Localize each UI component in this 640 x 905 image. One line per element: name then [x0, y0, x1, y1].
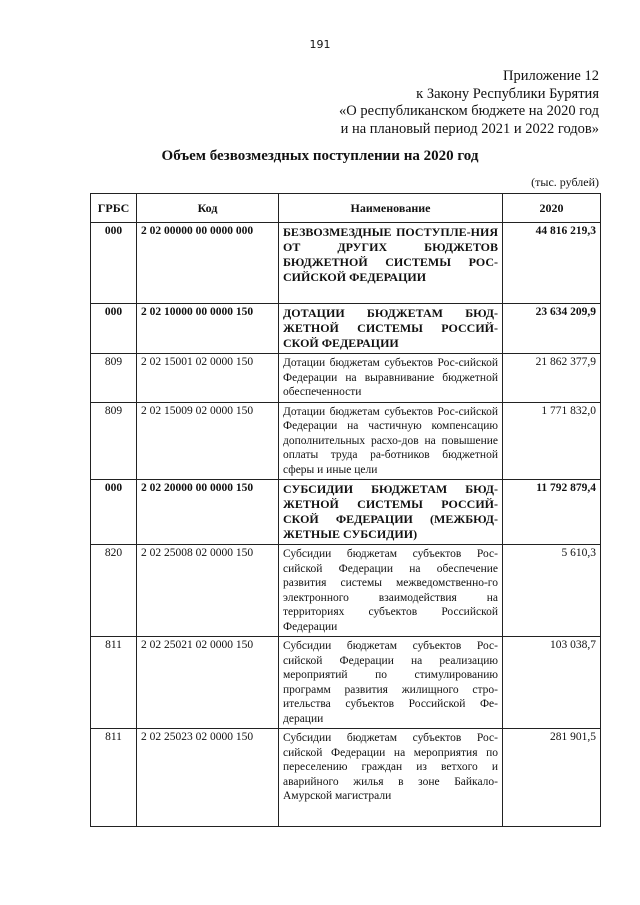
appendix-line: и на плановый период 2021 и 2022 годов» — [340, 120, 599, 137]
appendix-line: «О республиканском бюджете на 2020 год — [339, 103, 599, 119]
cell-code: 2 02 20000 00 0000 150 — [137, 480, 279, 545]
cell-amount: 281 901,5 — [503, 729, 601, 827]
cell-grbs: 820 — [91, 545, 137, 637]
cell-code: 2 02 25021 02 0000 150 — [137, 637, 279, 729]
table-row — [91, 637, 601, 729]
cell-amount: 21 862 377,9 — [503, 354, 601, 403]
units-note: (тыс. рублей) — [531, 175, 599, 189]
cell-grbs: 000 — [91, 223, 137, 304]
document-title: Объем безвозмездных поступлении на 2020 год — [161, 148, 479, 164]
cell-grbs: 000 — [91, 480, 137, 545]
table-row — [91, 545, 601, 637]
cell-grbs: 811 — [91, 637, 137, 729]
cell-grbs: 809 — [91, 354, 137, 403]
cell-name: ДОТАЦИИ БЮДЖЕТАМ БЮД-ЖЕТНОЙ СИСТЕМЫ РОССИЙ-СКОЙ ФЕДЕРАЦИИ — [279, 304, 503, 354]
cell-name: Дотации бюджетам субъектов Рос-сийской Федерации на выравнивание бюджетной обеспеченности — [279, 354, 503, 403]
table-row — [91, 354, 601, 403]
column-header-code: Код — [137, 194, 279, 223]
table-row — [91, 304, 601, 354]
page-number: 191 — [309, 38, 331, 51]
cell-code: 2 02 15009 02 0000 150 — [137, 402, 279, 480]
table-row — [91, 223, 601, 304]
cell-amount: 44 816 219,3 — [503, 223, 601, 304]
cell-name: Субсидии бюджетам субъектов Рос-сийской Федерации на реализацию мероприятий по стимулированию программ развития жилищного стро-ительства субъектов Российской Фе-дерации — [279, 637, 503, 729]
column-header-year: 2020 — [503, 194, 601, 223]
cell-amount: 11 792 879,4 — [503, 480, 601, 545]
cell-name: СУБСИДИИ БЮДЖЕТАМ БЮД-ЖЕТНОЙ СИСТЕМЫ РОССИЙ-СКОЙ ФЕДЕРАЦИИ (МЕЖБЮД-ЖЕТНЫЕ СУБСИДИИ) — [279, 480, 503, 545]
cell-code: 2 02 25008 02 0000 150 — [137, 545, 279, 637]
cell-code: 2 02 00000 00 0000 000 — [137, 223, 279, 304]
table-row — [91, 729, 601, 827]
cell-code: 2 02 25023 02 0000 150 — [137, 729, 279, 827]
table-row — [91, 480, 601, 545]
cell-name: Субсидии бюджетам субъектов Рос-сийской Федерации на обеспечение развития системы межведомственно-го электронного взаимодействия на территориях субъектов Российской Федерации — [279, 545, 503, 637]
table-body — [91, 223, 601, 827]
column-header-grbs: ГРБС — [91, 194, 137, 223]
cell-amount: 5 610,3 — [503, 545, 601, 637]
cell-amount: 1 771 832,0 — [503, 402, 601, 480]
cell-amount: 23 634 209,9 — [503, 304, 601, 354]
cell-code: 2 02 10000 00 0000 150 — [137, 304, 279, 354]
appendix-line: к Закону Республики Бурятия — [416, 85, 599, 102]
cell-grbs: 000 — [91, 304, 137, 354]
cell-grbs: 809 — [91, 402, 137, 480]
appendix-reference — [339, 68, 599, 138]
cell-name: Субсидии бюджетам субъектов Рос-сийской Федерации на мероприятия по переселению граждан из ветхого и аварийного жилья в зоне Байкало-Амурской магистрали — [279, 729, 503, 827]
cell-name: Дотации бюджетам субъектов Рос-сийской Федерации на частичную компенсацию дополнительных расхо-дов на повышение оплаты труда ра-ботников бюджетной сферы и иные цели — [279, 402, 503, 480]
cell-name: БЕЗВОЗМЕЗДНЫЕ ПОСТУПЛЕ-НИЯ ОТ ДРУГИХ БЮДЖЕТОВ БЮДЖЕТНОЙ СИСТЕМЫ РОС-СИЙСКОЙ ФЕДЕРАЦИИ — [279, 223, 503, 304]
cell-amount: 103 038,7 — [503, 637, 601, 729]
cell-grbs: 811 — [91, 729, 137, 827]
appendix-line: Приложение 12 — [503, 68, 599, 84]
table-header-row — [91, 194, 601, 223]
revenue-table — [90, 193, 601, 827]
cell-code: 2 02 15001 02 0000 150 — [137, 354, 279, 403]
column-header-name: Наименование — [279, 194, 503, 223]
table-row — [91, 402, 601, 480]
